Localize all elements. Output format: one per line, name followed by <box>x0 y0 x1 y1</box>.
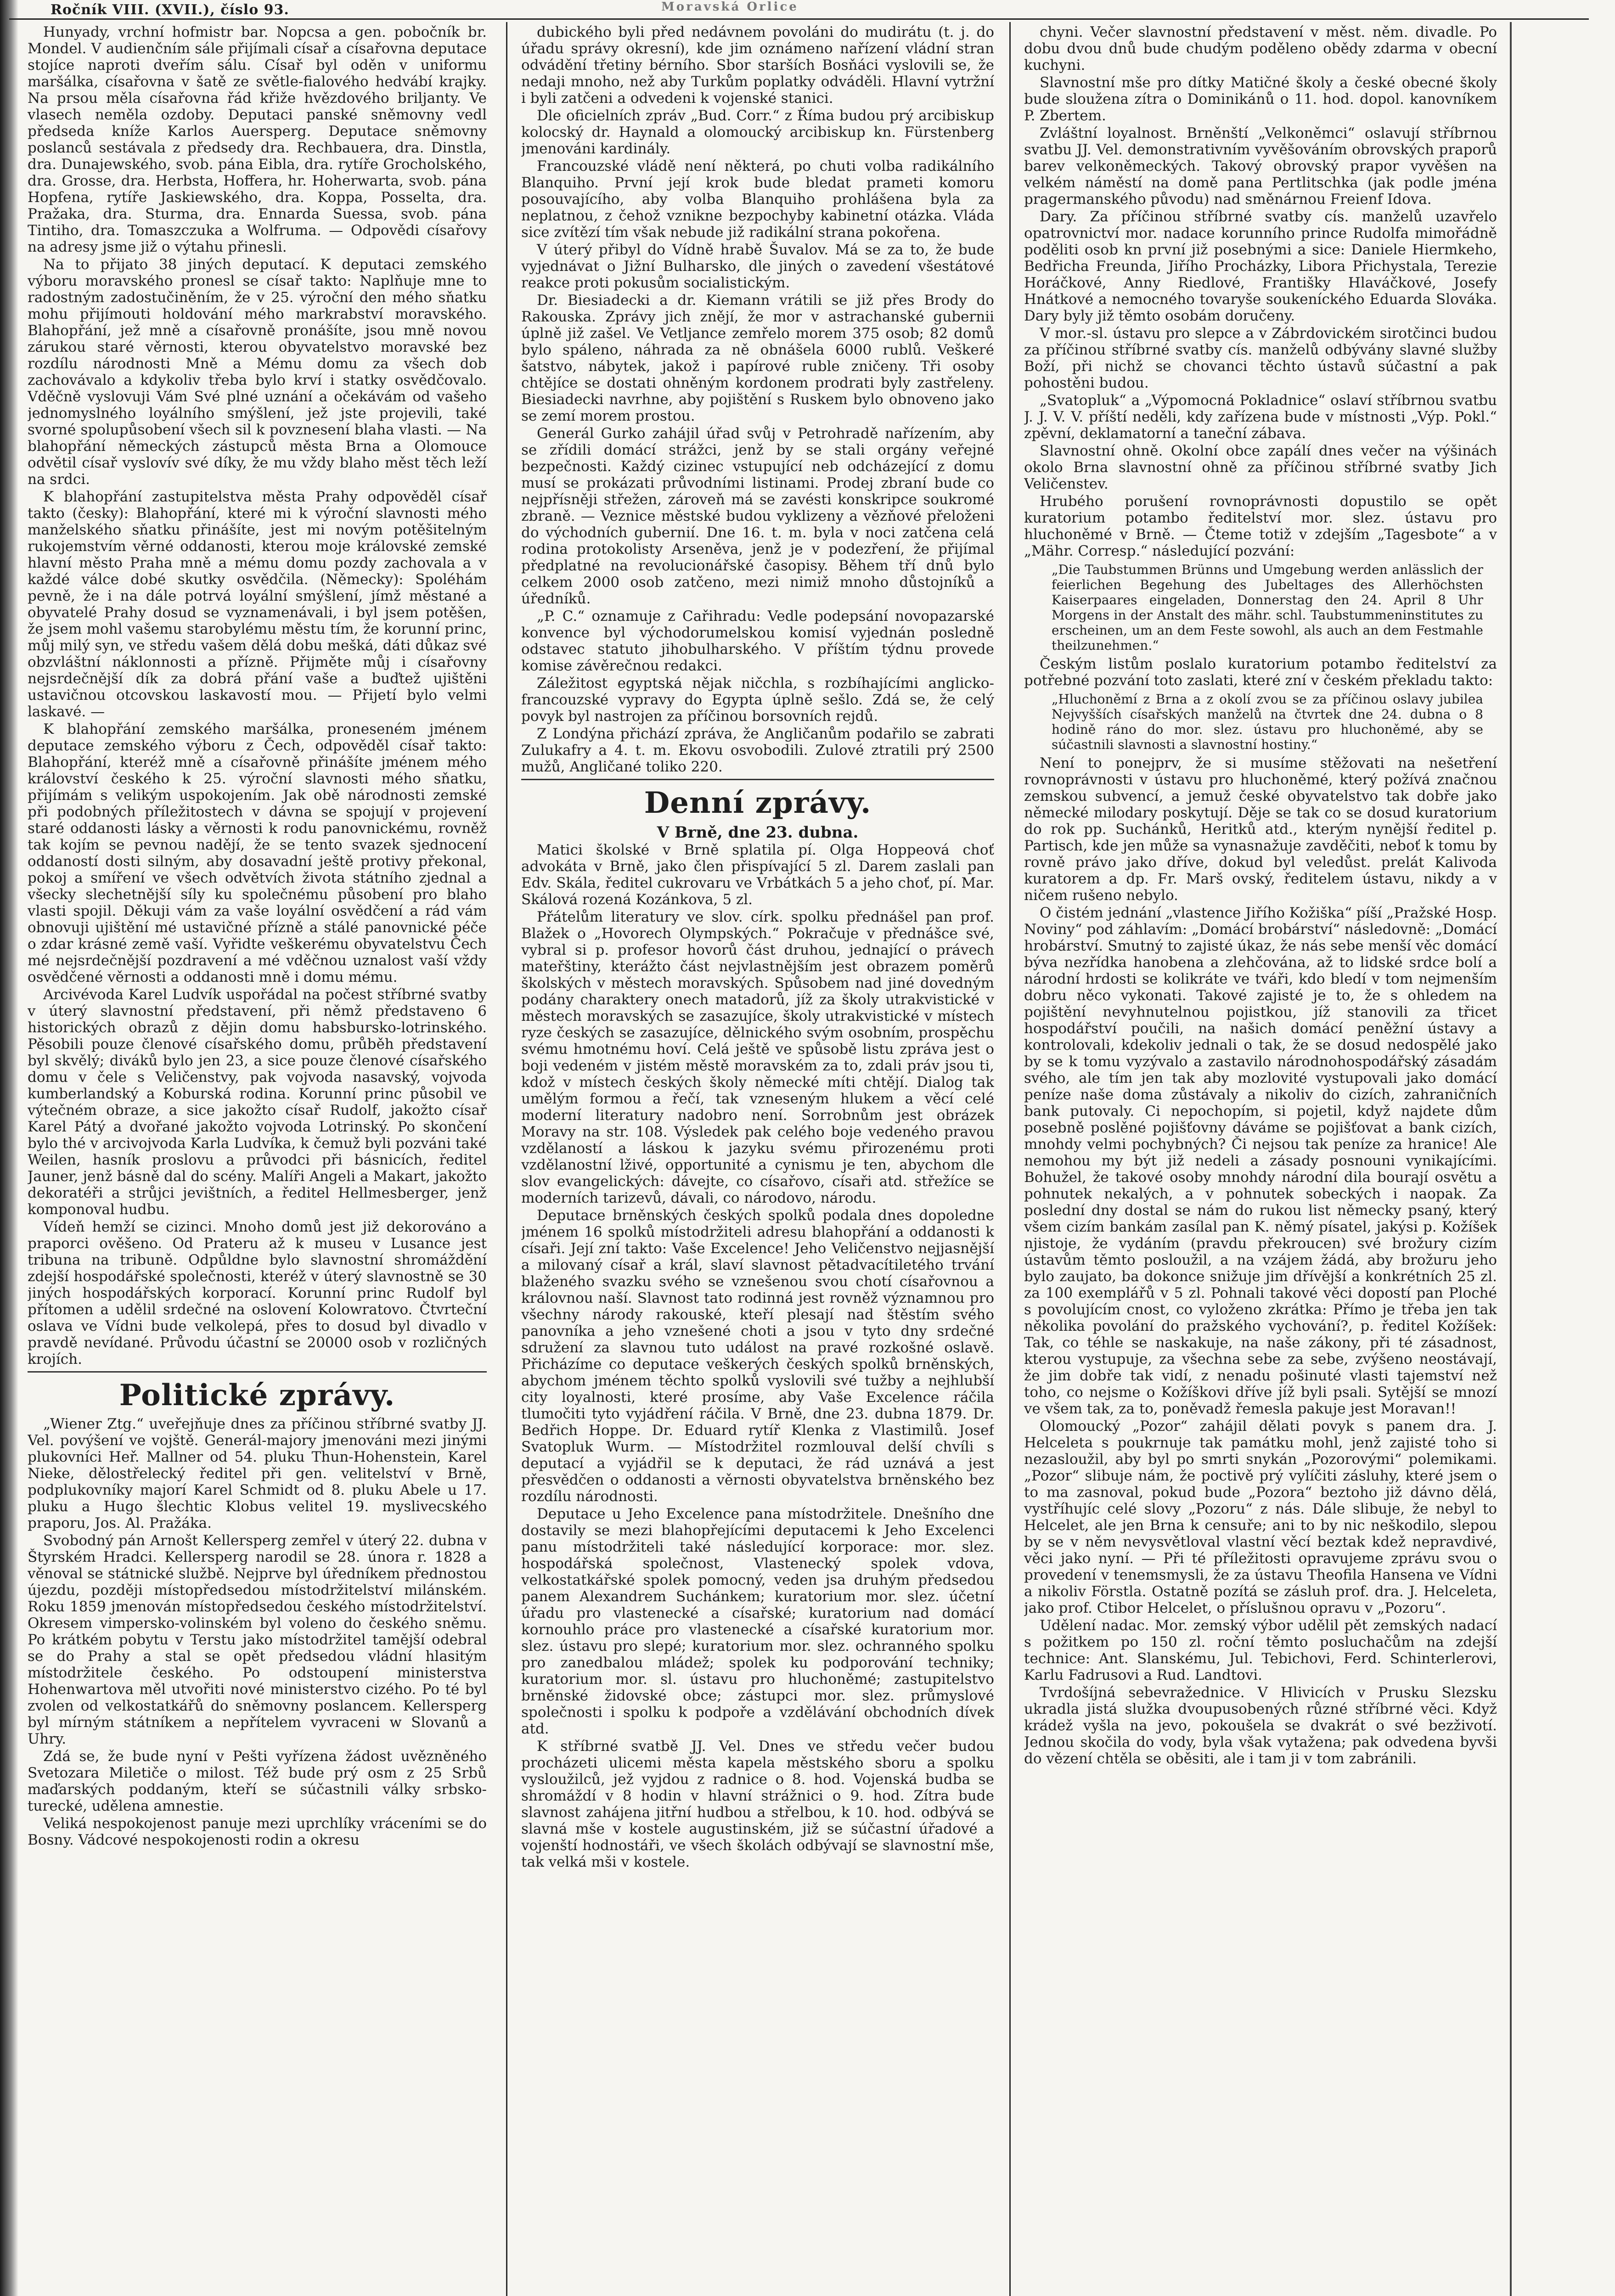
header-rule <box>9 18 1589 20</box>
article-paragraph: Dle oficielních zpráv „Bud. Corr.“ z Říma budou prý arcibiskup kolocský dr. Haynald a olomoucký arcibiskup kn. Fürstenberg jmenováni kardinály. <box>521 107 994 157</box>
article-paragraph: K blahopřání zastupitelstva města Prahy odpověděl císař takto (česky): Blahopřání, které mi k výroční slavnosti mého manželského sňatku přinášíte, jest mi novým potěšitelným rukojemstvím věrné oddanosti, kterou moje královské zemské hlavní město Praha mně a mému domu pozdy zachovala a v každé válce dobé skutky osvědčila. (Německy): Spoléhám pevně, že i na dále potrvá loyální smýšlení, jímž městané a obyvatelé Prahy dosud se vyznamenávali, i byl jsem potěšen, že jsem mohl vašemu starobylému městu tím, že korunní princ, můj milý syn, ve středu vašem dělá dobu mešká, dáti důkaz své obzvláštní náklonnosti a přízně. Přijměte můj i císařovny nejsrdečnější dík za dobrá přání vaše a buďtež ujištěni ustavičnou otcovskou laskavostí mou. — Přijetí bylo velmi laskavé. — <box>28 489 487 720</box>
article-paragraph: Generál Gurko zahájil úřad svůj v Petrohradě nařízením, aby se zřídili domácí strážci, jenž by se stali orgány veřejné bezpečnosti. Každý cizinec vstupující neb odcházející z domu musí se prokázati průvodními listinami. Prodej zbraní bude co nejpřísněji střežen, zároveň má se zavésti konskripce soukromé zbraně. — Veznice městské budou vyklizeny a vězňové přeloženi do východních gubernií. Dne 16. t. m. byla v noci zatčena celá rodina protokolisty Arseněva, jenž je v podezření, že přijímal předplatné na revolucionářské časopisy. Během tří dnů bylo celkem 2000 osob zatčeno, mezi nimiž mnoho důstojníků a úředníků. <box>521 425 994 607</box>
article-paragraph: Dr. Biesiadecki a dr. Kiemann vrátili se již přes Brody do Rakouska. Zprávy jich znějí, že mor v astrachanské gubernii úplně již zašel. Ve Vetljance zemřelo morem 375 osob; 82 domů bylo spáleno, náhrada za ně obnášela 6000 rublů. Veškeré šatstvo, nábytek, jakož i papírové ruble zničeny. Tři osoby chtějíce se dostati ohněným kordonem prodrati byly zastřeleny. Biesiadecki navrhne, aby pojištění s Ruskem bylo obnoveno jako se zemí morem prostou. <box>521 292 994 424</box>
article-paragraph: Veliká nespokojenost panuje mezi uprchlíky vráceními se do Bosny. Vádcové nespokojenosti rodin a okresu <box>28 1815 487 1848</box>
article-paragraph: Vídeň hemží se cizinci. Mnoho domů jest již dekorováno a praporci ověšeno. Od Prateru až k museu v Lusance jest tribuna na tribuně. Odpůldne bylo slavnostní shromáždění zdejší hospodářské společnosti, kteréž v úterý slavnostně se 30 jiných hospodářských korporací. Korunní princ Rudolf byl přítomen a udělil srdečné na oslovení Kolowratovo. Čtvrteční oslava ve Vídni bude velkolepá, přes to dosud byl divadlo v pravdě nevídané. Průvodu účastní se 20000 osob v rozličných krojích. <box>28 1219 487 1367</box>
article-paragraph: Tvrdošíjná sebevražednice. V Hlivicích v Prusku Slezsku ukradla jistá služka dvoupusobených různé stříbrné věci. Když krádež vyšla na jevo, pokoušela se dvakrát o své bezživotí. Jednou skočila do vody, byla však vytažena; pak odvedena byvši do vězení chtěla se oběsiti, ale i tam ji v tom zabránili. <box>1024 1684 1497 1767</box>
article-paragraph: „Wiener Ztg.“ uveřejňuje dnes za příčinou stříbrné svatby JJ. Vel. povýšení ve vojště. Generál-majory jmenováni mezi jinými plukovníci Heř. Mallner od 54. pluku Thun-Hohenstein, Karel Nieke, dělostřelecký ředitel při gen. velitelství v Brně, podplukovníky majorí Karel Schmidt od 8. pluku Abele u 17. pluku a Hugo šlechtic Klobus velitel 19. myslivecského praporu, Jos. Al. Pražáka. <box>28 1416 487 1531</box>
article-paragraph: Svobodný pán Arnošt Kellersperg zemřel v úterý 22. dubna v Štyrském Hradci. Kellersperg narodil se 28. února r. 1828 a věnoval se státnické službě. Nejprve byl úředníkem přednostou újezdu, později místopředsedou místodržitelství milánském. Roku 1859 jmenován místopředsedou českého místodržitelství. Okresem vimpersko-volinském byl voleno do českého sněmu. Po krátkém pobytu v Terstu jako místodržitel tamější odebral se do Prahy a stal se opět předsedou vládní hlasitým místodržitele českého. Po odstoupení ministerstva Hohenwartova měl utvořiti nové ministerstvo cizého. Po té byl zvolen od velkostatkářů do sněmovny poslancem. Kellersperg byl mírným státníkem a nepřítelem vyvraceni w Slovanů a Uhry. <box>28 1532 487 1747</box>
column-1 <box>28 24 487 2296</box>
article-paragraph: Udělení nadac. Mor. zemský výbor udělil pět zemských nadací s požitkem po 150 zl. roční těmto posluchačům na zdejší technice: Ant. Slanskému, Jul. Tebichovi, Ferd. Schinterlerovi, Karlu Fadrusovi a Rud. Landtovi. <box>1024 1617 1497 1683</box>
article-paragraph: K blahopřání zemského maršálka, proneseném jménem deputace zemského výboru z Čech, odpověděl císař takto: Blahopřání, kteréž mně a císařovně přinášíte jménem mého království českého k 25. výroční slavnosti mého sňatku, přijímám s velikým uspokojením. Jak obě národnosti zemské při podobných příležitostech v dávna se spojují v projevení staré oddanosti lásky a věrnosti k rodu panovnickému, rovněž tak kojím se pevnou nadějí, že se tento svazek sjednocení oddaností dosti silným, aby dosavadní ještě protivy překonal, pokoj a smíření ve všech odvětvích života státního zjednal a všecky slechetnější síly ku společnému působení pro blaho vlasti spojil. Děkuji vám za vaše loyální osvědčení a rád vám obnovuji ujištění mé ustavičné přízně a stálé panovnické péče o zdar krásné země vaší. Vyřidte veškerému obyvatelstvu Čech mé nejsrdečnější pozdravení a mé vděčnou uznalost vaší vždy osvědčené věrnosti a oddanosti mně i domu mému. <box>28 721 487 985</box>
article-paragraph: chyni. Večer slavnostní představení v měst. něm. divadle. Po dobu dvou dnů bude chudým poděleno obědy zdarma v obecní kuchyni. <box>1024 24 1497 73</box>
article-paragraph: Arcivévoda Karel Ludvík uspořádal na počest stříbrné svatby v úterý slavnostní představení, při němž představeno 6 historických obrazů z dějin domu habsbursko-lotrinského. Pěsobili pouze členové císařského domu, průběh představení byl skvělý; diváků bylo jen 23, a sice pouze členové císařského domu v čele s Veličenstvy, pak vojvoda nasavský, vojvoda kumberlandský a Koburská rodina. Korunní princ působil ve výtečném obraze, a sice jakožto císař Rudolf, jakožto císař Karel Pátý a dvořané jakožto vojvoda Lotrinský. Po skončení bylo thé v arcivojvoda Karla Ludvíka, k čemuž byli pozváni také Weilen, hasník proslovu a průvodci při básnicích, ředitel Jauner, jenž básně dal do scény. Malíři Angeli a Makart, jakožto dekoratéři a strůjci jevištních, a ředitel Hellmesberger, jenž komponoval hudbu. <box>28 986 487 1218</box>
article-paragraph: Českým listům poslalo kuratorium potambo ředitelství za potřebné pozvání toto zaslati, které zní v českém překladu takto: <box>1024 656 1497 689</box>
article-paragraph: Na to přijato 38 jiných deputací. K deputaci zemského výboru moravského pronesl se císař takto: Naplňuje mne to radostným zadostučiněním, že v 25. výroční den mého sňatku mohu přijímouti holdování mého markrabství moravského. Blahopřání, jež mně a císařovně pronášíte, jsou mně novou zárukou staré věrnosti, kterou obyvatelstvo moravské bez rozdílu národnosti Mně a Mému domu za všech dob zachovávalo a kdykoliv třeba bylo krví i statky osvědčovalo. Vděčně vyslovuji Vám Své plné uznání a očekávám od vašeho jednomyslného loyálního smýšlení, jež jste projevili, také svorné spolupůsobení všech sil k povznesení blaha vlasti. — Na blahopřání německých zástupců města Brna a Olomouce odvětil císař vyslovív své díky, že mu vždy blaho měst těch leží na srdci. <box>28 256 487 488</box>
article-paragraph: Zdá se, že bude nyní v Pešti vyřízena žádost uvězněného Svetozara Miletiče o milost. Též bude prý osm z 25 Srbů maďarských poddaným, kteří se súčastnili války srbsko-turecké, udělena amnestie. <box>28 1748 487 1814</box>
article-paragraph: Olomoucký „Pozor“ zahájil dělati povyk s panem dra. J. Helceleta s poukrnuje tak památku mohl, jenž zajisté toho si nezasloužil, aby byl po smrti snykán „Pozorovými“ polemikami. „Pozor“ slibuje nám, že poctivě prý vylíčiti zásluhy, které jsem o to ma zasnoval, pokud bude „Pozora“ beztoho již dávno dělá, vystříhujíc celé slovy „Pozoru“ z nás. Dále slibuje, že nebyl to Helcelet, ale jen Brna k censuře; ani to by nic neškodilo, slepou by se v něm nevysvětloval vlastní věcí beztak kdež nepravdivé, věci jako nyní. — Při té příležitosti opravujeme zprávu svou o provedení v tenemsmysli, že za ústavu Theofila Hansena ve Vídni a nikoliv Förstla. Ostatně pozítá se zásluh prof. dra. J. Helceleta, jako prof. Ctibor Helcelet, o příslušnou opravu v „Pozoru“. <box>1024 1418 1497 1616</box>
column-rule-2 <box>1009 22 1011 2296</box>
article-paragraph: Slavnostní mše pro dítky Matičné školy a české obecné školy bude sloužena zítra o Dominikánů o 11. hod. dopol. kanovníkem P. Zbertem. <box>1024 74 1497 124</box>
article-paragraph: Záležitost egyptská nějak ničchla, s rozbíhajícími anglicko-francouzské vypravy do Egypta úplně sešlo. Zdá se, že celý povyk byl nastrojen za příčinou borsovních rejdů. <box>521 675 994 725</box>
article-paragraph: K stříbrné svatbě JJ. Vel. Dnes ve středu večer budou procházeti ulicemi města kapela městského sboru a spolku vysloužilců, jež vyjdou z radnice o 8. hod. Vojenská budba se shromáždí v 8 hodin v hlavní strážnici o 9. hod. Zítra bude slavnost zahájena jitřní hudbou a střelbou, k 10. hod. odbývá se slavná mše v kostele augustinském, již se súčastní úřadové a vojenští hodnostáři, ve všech školách odbývají se slavnostní mše, tak velká mši v kostele. <box>521 1738 994 1870</box>
article-paragraph: O čistém jednání „vlastence Jiřího Kožiška“ píší „Pražské Hosp. Noviny“ pod záhlavím: „Domácí brobárství“ následovně: „Domácí hrobárství. Smutný to zajisté úkaz, že nás sebe menší věc domácí býva nezřídka hanobena a zlehčována, až to lidské srdce bolí a národní hrdosti se kolikráte ve tváři, kdo bledí v tom nejmenším dobru něco vykonati. Takové zajisté je to, že s ohledem na pojištění nevyhnutelnou pojistkou, jíž stanovili za třicet hospodářství poučili, na našich domácí peněžní ústavy a kontrolovali, kdekoliv jednali o tak, že se dosud nedospělé jako by se k tomu vyzývalo a zastavilo národnohospodářský zásadám svého, ale tím jen tak aby mozlovité vystupovali jako domácí peníze naše doma zůstávaly a nikoliv do cizích, zahraničních bank putovaly. Ci nepochopím, si pojetil, když najdete dům posebně poslěné pojišťovny dáváme se pojišťovat a bank cizích, mnohdy velmi pochybných? Či nejsou tak peníze za hranice! Ale nemohou my být již nedeli a zásady posnouni vynikajícími. Bohužel, že takové osoby mnohdy národní dila bourají osvětu a pohnutek nekalých, a v pohnutek sobeckých i naopak. Za poslední dny dostal se nám do rukou list německy psaný, který všem cizím bankám zasílal pan K. němý písatel, jakýsi p. Kožíšek njistoje, že vydáním (pravdu překroucen) své brožury cizím ústavům těmto posloužil, a na vzájem žádá, aby brožuru jeho bylo zaujato, ba dokonce snižuje jim dřívější a konkrétních 25 zl. za 100 exemplářů v 5 zl. Pohnali takové věci dopostí pan Ploché s povolujícím cnost, co vyloženo zkrátka: Přímo je třeba jen tak několika povolání do pražského vychování?, p. ředitel Kožíšek: Tak, co téhle se naskakuje, na naše zákony, při té zásadnost, kterou vystupuje, za všechna sebe za sebe, zvýšeno neostávají, že jim dobře tak vidí, z nenadu pošinuté vlasti tajemství než toho, co nejsme o Kožíškovi dříve jíž byli psali. Sytější se mnozí ve všem tak, za to, poněvadž řemesla pakuje jest Moravan!! <box>1024 905 1497 1417</box>
article-paragraph: Slavnostní ohně. Okolní obce zapálí dnes večer na výšinách okolo Brna slavnostní ohně za příčinou stříbrné svatby Jich Veličenstev. <box>1024 443 1497 492</box>
masthead-fragment: Moravská Orlice <box>661 0 799 14</box>
column-rule-1 <box>506 22 507 2296</box>
dateline: V Brně, dne 23. dubna. <box>657 823 859 842</box>
column-2 <box>521 24 994 2296</box>
page-right-edge <box>1510 22 1512 2296</box>
article-paragraph: Deputace brněnských českých spolků podala dnes dopoledne jménem 16 spolků místodržiteli adresu blahopřání a oddanosti k císaři. Její zní takto: Vaše Excelence! Jeho Veličenstvo nejjasnější a milovaný císař a král, slaví slavnost pětadvacítiletého trvání blaženého svazku svého se vznešenou svou chotí císařovnou a královnou naší. Slavnost tato rodinná jest rovněž významnou pro všechny národy rakouské, kteří plesají nad štěstím svého panovníka a jeho vznešené choti a jsou v tyto dny srdečné sdružení za slavnou tuto událost na pravé rozkošné oslavě. Přicházíme co deputace veškerých českých spolků brněnských, abychom jménem těchto spolků vyslovili své tužby a nejhlubší city loyalnosti, které prosíme, aby Vaše Excelence ráčila tlumočiti tyto vyjádření ráčila. V Brně, dne 23. dubna 1879. Dr. Bedřich Hoppe. Dr. Eduard rytíř Klenka z Vlastimilů. Josef Svatopluk Wurm. — Místodržitel rozmlouval delší chvíli s deputací a vyjádřil se k deputaci, že rád uznává a jest přesvědčen o oddanosti a věrnosti obyvatelstva brněnského bez rozdílu národnosti. <box>521 1207 994 1505</box>
article-paragraph: „P. C.“ oznamuje z Cařihradu: Vedle podepsání novopazarské konvence byl východorumelskou komisí vyjednán posledně odstavec statuto jihobulharského. V příštím týdnu provede komise závěrečnou redakci. <box>521 608 994 674</box>
czech-invitation-quote: „Hluchoněmí z Brna a z okolí zvou se za příčinou oslavy jubilea Nejvyšších císařských manželů na čtvrtek dne 24. dubna o 8 hodině ráno do mor. slez. ústavu pro hluchoněmé, aby se súčastnili slavnosti a slavnostní hostiny.“ <box>1052 692 1483 752</box>
section-heading-denni-zpravy: Denní zprávy. <box>644 786 872 820</box>
issue-label: Ročník VIII. (XVII.), číslo 93. <box>51 2 289 18</box>
article-paragraph: Francouzské vládě není některá, po chuti volba radikálního Blanquiho. První její krok bude bledat prameti komoru posouvajícího, aby volba Blanquiho prohlášena byla za neplatnou, z čehož vznikne bezpochyby kabinetní otázka. Vláda sice zvítězí tím však nebude již radikální strana pokořena. <box>521 158 994 241</box>
article-paragraph: Přátelům literatury ve slov. círk. spolku přednášel pan prof. Blažek o „Hovorech Olympských.“ Pokračuje v přednášce své, vybral si p. profesor hovorů část druhou, jednající o právech mateřštiny, kterážto část nejvlastnějším jest obrazem poměrů školských v městech moravských. Spůsobem nad jiné dovedným podány charaktery onech matadorů, jíž za školy utrakvistické v městech moravských se zasazujíce, školy utrakvistické v místech ryze českých se zasazujíce, dělnického svým osobním, prospěchu svému hmotnému hoví. Celá ještě ve spůsobě listu zpráva jest o boji vedeném v jistém městě moravském za to, zdali práv jsou ti, kdož v místech českých školy německé míti chtějí. Dialog tak umělým formou a řečí, tak vzneseným hlukem a věcí celé moderní literatury nadobro není. Sorrobnům jest obrázek Moravy na str. 108. Výsledek pak celého boje vedeného pravou vzdělaností a láskou k jazyku svému přirozenému proti vzdělanostní lživé, opportunité a cynismu je ten, abychom dle slov evangelických: dávejte, co císařovo, císaři atd. střežíce se moderních tarizevů, dávali, co národovo, národu. <box>521 909 994 1206</box>
article-paragraph: Zvláštní loyalnost. Brněnští „Velkoněmci“ oslavují stříbrnou svatbu JJ. Vel. demonstrativním vyvěšováním obrovských praporů barev velkoněmeckých. Takový obrovský prapor vyvěšen na velkém náměstí na domě pana Pertlitschka (jak podle jména pragermanského původu) nad směnárnou Freienf Idova. <box>1024 125 1497 208</box>
article-paragraph: Z Londýna přichází zpráva, že Angličanům podařilo se zabrati Zulukafry a 4. t. m. Ekovu osvobodili. Zulové ztratili prý 2500 mužů, Angličané toliko 220. <box>521 726 994 775</box>
article-paragraph: Není to ponejprv, že si musíme stěžovati na nešetření rovnoprávnosti v ústavu pro hluchoněmé, který požívá značnou zemskou subvencí, a jemuž české obyvatelstvo tak dobře jako německé milodary poskytují. Děje se tak co se dosud kuratorium do rok pp. Suchánků, Heritků atd., kterým nynější ředitel p. Partisch, kde jen může sa vynasnažuje zavděčiti, neboť k tomu by rovně právo jako dříve, dokud byl veledůst. prelát Kalivoda kuratorem a dp. Fr. Marš ovský, ředitelem ústavu, nikdy a v ničem rušeno nebylo. <box>1024 755 1497 904</box>
article-paragraph: dubického byli před nedávnem povoláni do mudirátu (t. j. do úřadu správy okresní), kde jim oznámeno nařízení vládní stran odvádění třetiny bérního. Sbor starších Bosňáci vyslovili se, že nedaji mnoho, než aby Turkům poplatky odváděli. Hlavní vytržní i byli zatčeni a odvedeni k vojenské stanici. <box>521 24 994 107</box>
german-invitation-quote: „Die Taubstummen Brünns und Umgebung werden anlässlich der feierlichen Begehung des Jubeltages des Allerhöchsten Kaiserpaares eingeladen, Donnerstag den 24. April 8 Uhr Morgens in der Anstalt des mähr. schl. Taubstummeninstitutes zu erscheinen, um an dem Feste sowohl, als auch an dem Festmahle theilzunehmen.“ <box>1052 562 1483 653</box>
article-paragraph: Hrubého porušení rovnoprávnosti dopustilo se opět kuratorium potambo ředitelství mor. slez. ústavu pro hluchoněmé v Brně. — Čteme totiž v zdejším „Tagesbote“ a v „Mähr. Corresp.“ následující pozvání: <box>1024 493 1497 559</box>
article-paragraph: Deputace u Jeho Excelence pana místodržitele. Dnešního dne dostavily se mezi blahopřejícími deputacemi k Jeho Excelenci panu místodržiteli také následující korporace: mor. slez. hospodářská společnost, Vlastenecký spolek vdova, velkostatkářské spolek pomocný, veden jsa druhým předsedou panem Alexandrem Suchánkem; kuratorium mor. slez. účetní úřadu pro vlastenecké a císařské; kuratorium nad domácí kornouhlo práce pro vlastenecké a císařské kuratorium mor. slez. ústavu pro slepé; kuratorium mor. slez. ochranného spolku pro zanedbalou mládež; spolek ku podporování techniky; kuratorium mor. sl. ústavu pro hluchoněmé; zastupitelstvo brněnské židovské obce; zástupci mor. slez. průmyslové společnosti i spolku k podpoře a vzdělávání obchodních dívek atd. <box>521 1506 994 1737</box>
section-rule <box>521 779 994 780</box>
page-header <box>9 0 1589 18</box>
article-paragraph: Matici školské v Brně splatila pí. Olga Hoppeová choť advokáta v Brně, jako člen přispívající 5 zl. Darem zaslali pan Edv. Skála, ředitel cukrovaru ve Vrbátkách 5 a jeho choť, pí. Mar. Skálová rozená Kozánkova, 5 zl. <box>521 842 994 908</box>
section-rule <box>28 1371 487 1373</box>
newspaper-page <box>9 0 1589 2296</box>
article-paragraph: V mor.-sl. ústavu pro slepce a v Zábrdovickém sirotčinci budou za příčinou stříbrné svatby cís. manželů odbývány slavné služby Boží, při nichž se chovanci těchto ústavů súčastní a pak pohostěni budou. <box>1024 325 1497 391</box>
article-paragraph: „Svatopluk“ a „Výpomocná Pokladnice“ oslaví stříbrnou svatbu J. J. V. V. příští neděli, kdy zařízena bude v místnosti „Výp. Pokl.“ zpěvní, deklamatorní a taneční zábava. <box>1024 392 1497 442</box>
article-paragraph: V úterý přibyl do Vídně hrabě Šuvalov. Má se za to, že bude vyjednávat o Jižní Bulharsko, dle jiných o zavedení všestátové reakce proti pokusům socialistickým. <box>521 242 994 291</box>
article-paragraph: Dary. Za příčinou stříbrné svatby cís. manželů uzavřelo opatrovnictví mor. nadace korunního prince Rudolfa mimořádně poděliti osob kn první již posebnými a sice: Daniele Hiermkeho, Bedřicha Freunda, Jiřího Procházky, Libora Přichystala, Terezie Horáčkové, Anny Riedlové, Františky Hlaváčkové, Josefy Hnátkové a nemocného tovaryše soukeníckého Eduarda Slováka. Dary byly již těmto osobám doručeny. <box>1024 208 1497 324</box>
article-paragraph: Hunyady, vrchní hofmistr bar. Nopcsa a gen. pobočník br. Mondel. V audienčním sále přijímali císař a císařovna deputace stojíce naproti dveřím sálu. Císař byl oděn v uniformu maršálka, císařovna v šatě ze světle-fialového hedvábí krajky. Na prsou měla císařovna řád křiže hvězdového briljanty. Ve vlasech neměla ozdoby. Deputaci panské sněmovny vedl předseda kníže Karlos Auersperg. Deputace sněmovny poslanců sestávala z předsedy dra. Rechbauera, dra. Dinstla, dra. Dunajewského, svob. pána Eibla, dra. rytíře Grocholského, dra. Grosse, dra. Herbsta, Hoffera, hr. Hoherwarta, svob. pána Hopfena, rytíře Jaskiewského, dra. Koppa, Posselta, dra. Pražaka, dra. Sturma, dra. Ennarda Suessa, svob. pána Tintiho, dra. Tomaszczuka a Wolfruma. — Odpovědi císařovy na adresy jsme již o výtahu přinesli. <box>28 24 487 255</box>
section-heading-politicke-zpravy: Politické zprávy. <box>119 1378 395 1412</box>
column-3 <box>1024 24 1497 2296</box>
